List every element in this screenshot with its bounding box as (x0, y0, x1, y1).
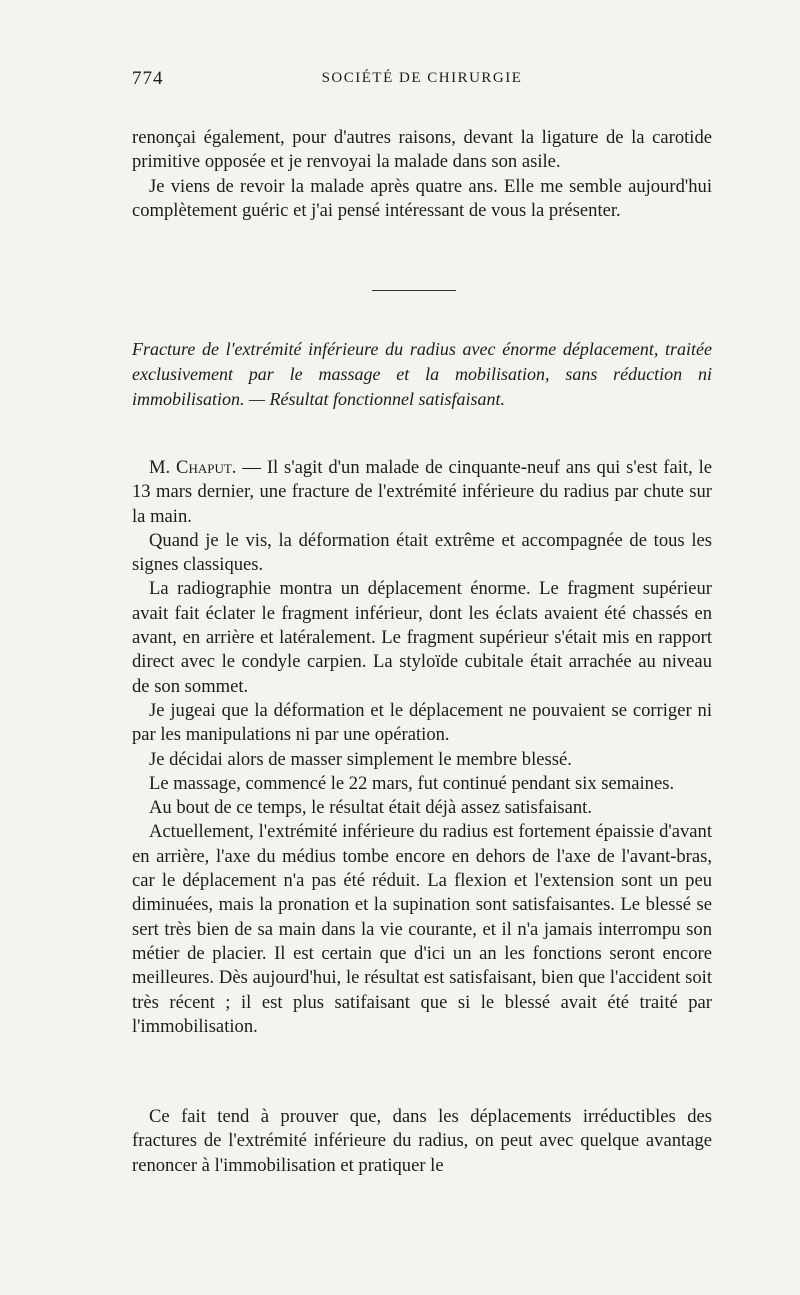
article-title: Fracture de l'extrémité inférieure du radius avec énorme déplacement, traitée exclusivement par le massage et la mobilisation, sans réduction ni immobilisation. — Résultat fonctionnel satisfaisant. (132, 339, 712, 409)
body-paragraph-1 (132, 456, 712, 529)
running-head: SOCIÉTÉ DE CHIRURGIE (321, 70, 523, 86)
intro-paragraph-2: Je viens de revoir la malade après quatre ans. Elle me semble aujourd'hui complètement guéric et j'ai pensé intéressant de vous la présenter. (132, 175, 712, 221)
intro-text (132, 126, 712, 223)
intro-paragraph-1: renonçai également, pour d'autres raisons, devant la ligature de la carotide primitive opposée et je renvoyai la malade dans son asile. (132, 127, 712, 173)
body-paragraph-6: Le massage, commencé le 22 mars, fut continué pendant six semaines. (149, 772, 675, 794)
article-body (132, 456, 712, 1039)
page-number: 774 (132, 68, 164, 89)
body-paragraph-1-text: — Il s'agit d'un malade de cinquante-neuf ans qui s'est fait, le 13 mars dernier, une fracture de l'extrémité inférieure du radius par chute sur la main. (132, 457, 713, 527)
closing-text (132, 1105, 712, 1178)
article-title-block (132, 337, 712, 412)
section-divider (372, 290, 456, 291)
closing-paragraph: Ce fait tend à prouver que, dans les déplacements irréductibles des fractures de l'extrémité inférieure du radius, on peut avec quelque avantage renoncer à l'immobilisation et pratiquer le (132, 1106, 712, 1176)
body-paragraph-4: Je jugeai que la déformation et le déplacement ne pouvaient se corriger ni par les manipulations ni par une opération. (132, 699, 712, 746)
page-header (132, 68, 712, 98)
body-paragraph-2: Quand je le vis, la déformation était extrême et accompagnée de tous les signes classiques. (132, 529, 712, 576)
body-paragraph-5: Je décidai alors de masser simplement le membre blessé. (149, 748, 572, 770)
body-paragraph-3: La radiographie montra un déplacement énorme. Le fragment supérieur avait fait éclater le fragment inférieur, dont les éclats avaient été chassés en avant, en arrière et latéralement. Le fragment supérieur s'était mis en rapport direct avec le condyle carpien. La styloïde cubitale était arrachée au niveau de son sommet. (132, 578, 712, 697)
speaker-name: M. Chaput. (149, 457, 237, 478)
body-paragraph-7: Au bout de ce temps, le résultat était déjà assez satisfaisant. (149, 797, 592, 819)
body-paragraph-8: Actuellement, l'extrémité inférieure du radius est fortement épaissie d'avant en arrière, l'axe du médius tombe encore en dehors de l'axe de l'avant-bras, car le déplacement n'a pas été réduit. La flexion et l'extension sont un peu diminuées, mais la pronation et la supination sont satisfaisantes. Le blessé se sert très bien de sa main dans la vie courante, et il n'a jamais interrompu son métier de placier. Il est certain que d'ici un an les fonctions seront encore meilleures. Dès aujourd'hui, le résultat est satisfaisant, bien que l'accident soit très récent ; il est plus satifaisant que si le blessé avait été traité par l'immobilisation. (132, 821, 712, 1037)
